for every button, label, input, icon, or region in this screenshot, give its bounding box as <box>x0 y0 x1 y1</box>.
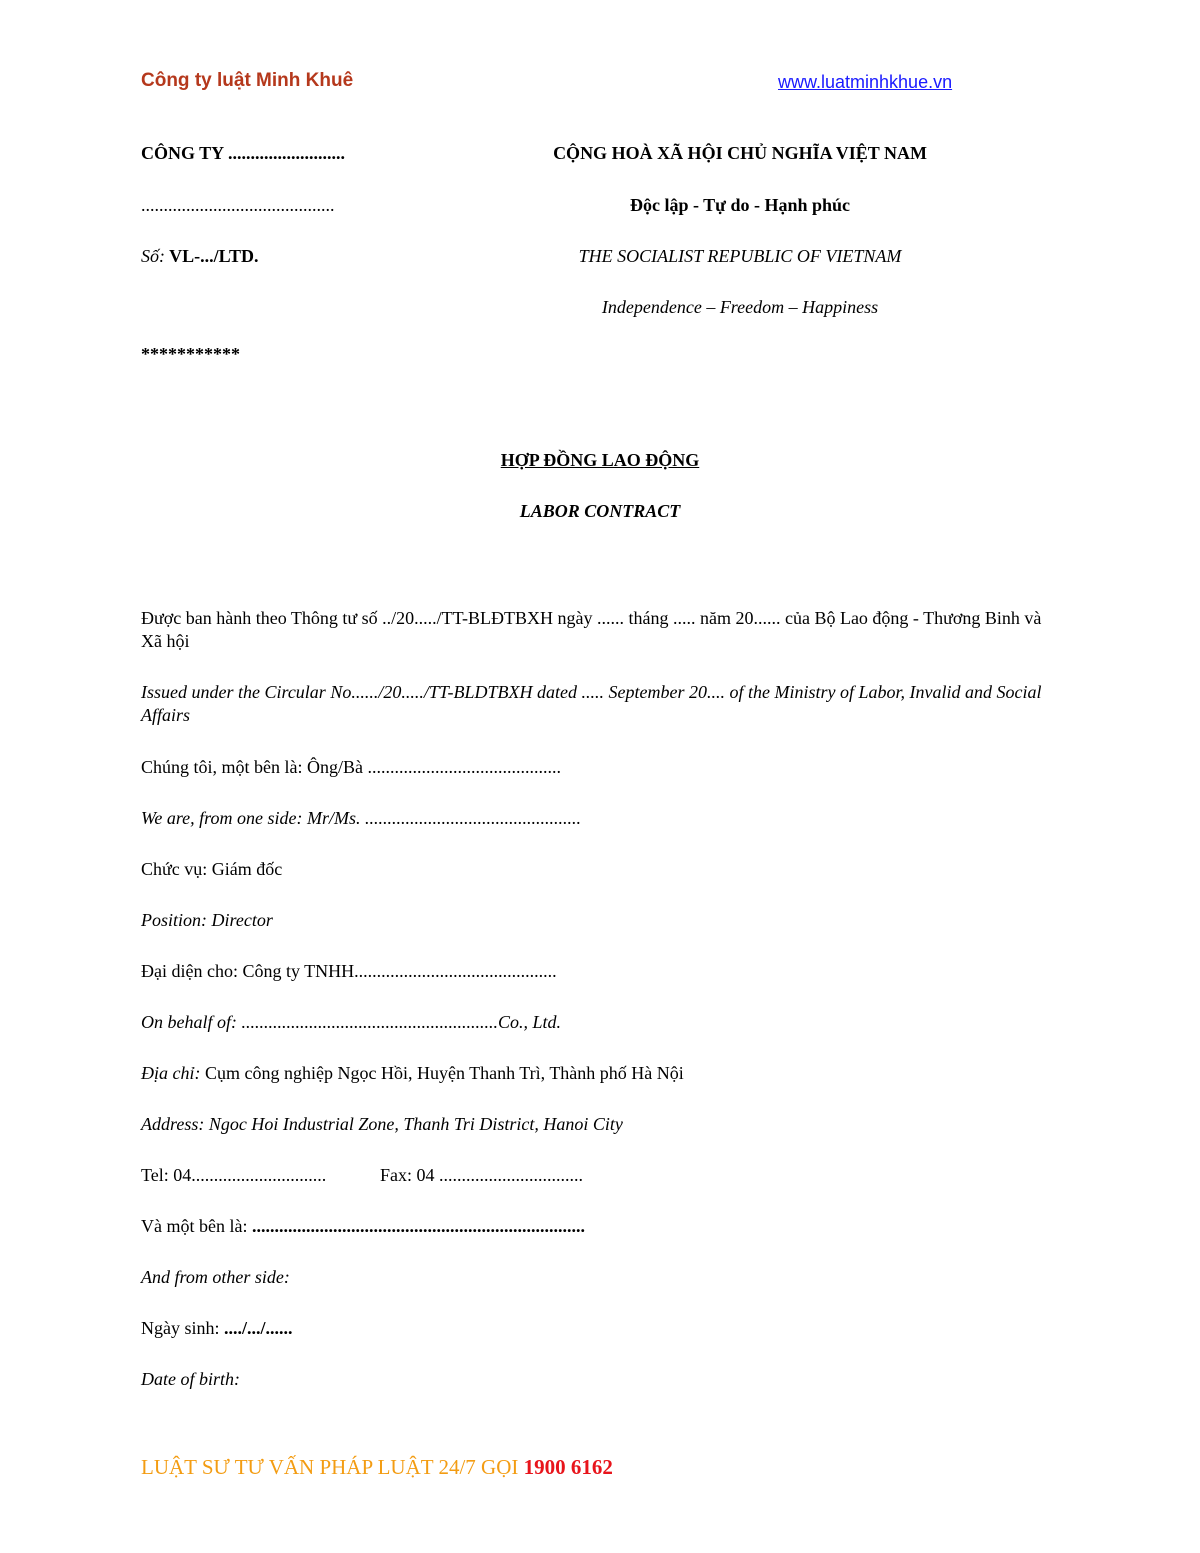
motto-vn: Độc lập - Tự do - Hạnh phúc <box>629 195 851 215</box>
issued-vn: Được ban hành theo Thông tư số ../20...../TT-BLĐTBXH ngày ...... tháng ..... năm 20...... của Bộ Lao động - Thương Binh và Xã hội <box>141 608 1042 651</box>
dob-vn <box>141 1318 293 1339</box>
stars-line: *********** <box>141 344 240 364</box>
number-label: Số: <box>141 246 165 266</box>
address-vn-label: Địa chỉ: <box>141 1063 201 1083</box>
dob-vn-value: ..../.../...... <box>219 1318 293 1338</box>
behalf-vn: Đại diện cho: Công ty TNHH............................................. <box>141 961 557 981</box>
position-vn: Chức vụ: Giám đốc <box>141 859 283 879</box>
country-name-vn: CỘNG HOÀ XÃ HỘI CHỦ NGHĨA VIỆT NAM <box>553 143 927 163</box>
number-value: VL-.../LTD. <box>165 246 259 266</box>
footer-text: LUẬT SƯ TƯ VẤN PHÁP LUẬT 24/7 GỌI <box>141 1455 524 1479</box>
address-vn <box>141 1063 684 1084</box>
dob-en: Date of birth: <box>141 1369 240 1389</box>
party-a-en: We are, from one side: Mr/Ms. ................................................ <box>141 808 581 828</box>
contract-title-vn: HỢP ĐỒNG LAO ĐỘNG <box>500 450 700 470</box>
document-number <box>141 246 259 267</box>
party-a-vn: Chúng tôi, một bên là: Ông/Bà ........................................... <box>141 757 561 777</box>
motto-en: Independence – Freedom – Happiness <box>601 297 879 317</box>
address-en: Address: Ngoc Hoi Industrial Zone, Thanh Tri District, Hanoi City <box>141 1114 623 1134</box>
footer-phone[interactable]: 1900 6162 <box>523 1455 613 1479</box>
party-b-en: And from other side: <box>141 1267 290 1287</box>
behalf-en: On behalf of: .........................................................Co., Ltd. <box>141 1012 562 1032</box>
contract-title-en: LABOR CONTRACT <box>519 501 681 521</box>
company-line: CÔNG TY .......................... <box>141 143 346 163</box>
party-b-vn-label: Và một bên là: <box>141 1216 248 1236</box>
company-name: Công ty luật Minh Khuê <box>141 70 354 91</box>
party-b-vn <box>141 1216 585 1237</box>
address-vn-value: Cụm công nghiệp Ngọc Hồi, Huyện Thanh Trì, Thành phố Hà Nội <box>200 1063 684 1083</box>
position-en: Position: Director <box>141 910 273 930</box>
website-link[interactable]: www.luatminhkhue.vn <box>778 72 953 92</box>
party-b-vn-value: .......................................................................... <box>247 1216 585 1236</box>
footer-hotline <box>141 1455 613 1480</box>
dots-line: ........................................... <box>141 195 335 215</box>
issued-en: Issued under the Circular No....../20...../TT-BLDTBXH dated ..... September 20.... of the Ministry of Labor, Invalid and Social Affairs <box>141 682 1042 725</box>
country-name-en: THE SOCIALIST REPUBLIC OF VIETNAM <box>578 246 902 266</box>
fax-line: Fax: 04 ................................ <box>380 1165 584 1185</box>
dob-vn-label: Ngày sinh: <box>141 1318 220 1338</box>
tel-line: Tel: 04.............................. <box>141 1165 327 1185</box>
